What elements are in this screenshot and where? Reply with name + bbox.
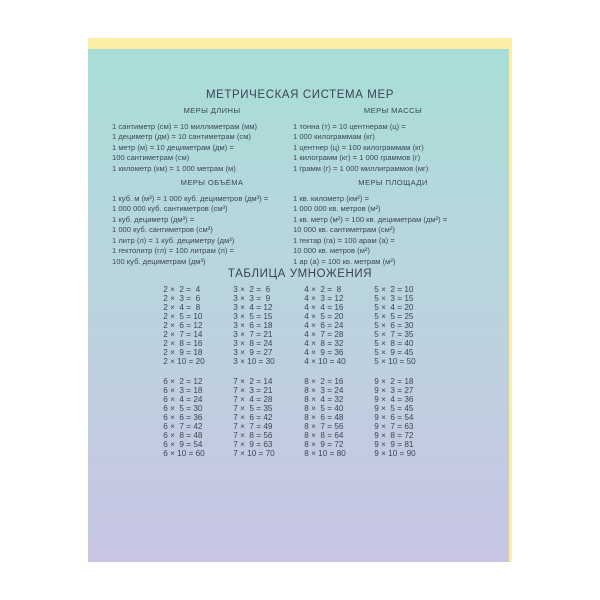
mass-measures-block (293, 106, 493, 174)
multiplication-row: 9 × 3 = 27 (372, 386, 414, 395)
multiplication-row: 6 × 4 = 24 (161, 395, 203, 404)
mass-line: 1 центнер (ц) = 100 килограммам (кг) (293, 142, 424, 152)
row-gap (372, 366, 444, 377)
multiplication-row: 6 × 3 = 18 (161, 386, 203, 395)
multiplication-table-title: ТАБЛИЦА УМНОЖЕНИЯ (227, 268, 373, 280)
multiplication-row: 5 × 8 = 40 (372, 339, 414, 348)
area-line: 10 000 кв. сантиметрам (см²) (293, 225, 395, 234)
mass-line: 1 грамм (г) = 1 000 миллиграммов (мг) (293, 163, 429, 173)
top-accent-strip (88, 38, 512, 49)
multiplication-row: 3 × 5 = 15 (231, 312, 273, 321)
row-gap (161, 366, 233, 377)
multiplication-row: 3 × 4 = 12 (231, 303, 273, 312)
multiplication-row: 7 × 6 = 42 (231, 413, 273, 422)
multiplication-row: 6 × 8 = 48 (161, 431, 203, 440)
multiplication-column-1 (161, 285, 233, 458)
multiplication-row: 8 × 8 = 64 (302, 431, 344, 440)
multiplication-row: 7 × 10 = 70 (231, 449, 275, 458)
notebook-cover (88, 38, 512, 562)
multiplication-row: 5 × 10 = 50 (372, 357, 416, 366)
multiplication-row: 8 × 6 = 48 (302, 413, 344, 422)
multiplication-row: 9 × 7 = 63 (372, 422, 414, 431)
length-line: 100 сантиметрам (см) (112, 153, 190, 162)
multiplication-row: 2 × 2 = 4 (161, 285, 201, 294)
multiplication-row: 9 × 4 = 36 (372, 395, 414, 404)
multiplication-row: 2 × 5 = 10 (161, 312, 203, 321)
multiplication-row: 7 × 9 = 63 (231, 440, 273, 449)
length-heading: МЕРЫ ДЛИНЫ (183, 106, 241, 115)
length-line: 1 километр (км) = 1 000 метрам (м) (112, 163, 236, 173)
row-gap (302, 366, 374, 377)
multiplication-row: 2 × 8 = 16 (161, 339, 203, 348)
multiplication-row: 6 × 2 = 12 (161, 377, 203, 386)
multiplication-row: 6 × 10 = 60 (161, 449, 205, 458)
multiplication-row: 7 × 5 = 35 (231, 404, 273, 413)
multiplication-row: 4 × 2 = 8 (302, 285, 342, 294)
multiplication-row: 4 × 10 = 40 (302, 357, 346, 366)
multiplication-row: 4 × 5 = 20 (302, 312, 344, 321)
multiplication-row: 2 × 9 = 18 (161, 348, 203, 357)
multiplication-row: 4 × 3 = 12 (302, 294, 344, 303)
volume-line: 1 куб. дециметр (дм³) = (112, 214, 195, 224)
multiplication-row: 5 × 2 = 10 (372, 285, 414, 294)
area-line: 1 гектар (га) = 100 арам (а) = (293, 235, 395, 245)
multiplication-row: 7 × 7 = 49 (231, 422, 273, 431)
length-line: 1 сантиметр (см) = 10 миллиметрам (мм) (112, 121, 258, 131)
volume-line: 100 куб. дециметрам (дм³) (112, 256, 206, 266)
multiplication-row: 2 × 10 = 20 (161, 357, 205, 366)
mass-line: 1 тонна (т) = 10 центнерам (ц) = (293, 121, 406, 131)
volume-line: 1 000 000 куб. сантиметров (см³) (112, 204, 228, 213)
multiplication-row: 5 × 7 = 35 (372, 330, 414, 339)
length-measures-block (112, 106, 312, 174)
multiplication-row: 7 × 8 = 56 (231, 431, 273, 440)
area-line: 1 ар (а) = 100 кв. метрам (м²) (293, 256, 396, 266)
multiplication-row: 7 × 2 = 14 (231, 377, 273, 386)
volume-line: 1 куб. м (м³) = 1 000 куб. дециметров (дм³) = (112, 193, 269, 203)
multiplication-column-4 (372, 285, 444, 458)
area-measures-block (293, 178, 493, 267)
metric-system-title: МЕТРИЧЕСКАЯ СИСТЕМА МЕР (205, 89, 395, 101)
multiplication-row: 8 × 9 = 72 (302, 440, 344, 449)
area-line: 1 000 000 кв. метров (м²) (293, 204, 381, 213)
multiplication-row: 4 × 9 = 36 (302, 348, 344, 357)
multiplication-row: 8 × 3 = 24 (302, 386, 344, 395)
multiplication-row: 3 × 7 = 21 (231, 330, 273, 339)
multiplication-row: 5 × 3 = 15 (372, 294, 414, 303)
length-line: 1 дециметр (дм) = 10 сантиметрам (см) (112, 132, 251, 141)
area-heading: МЕРЫ ПЛОЩАДИ (358, 178, 428, 187)
right-accent-strip (509, 38, 512, 562)
multiplication-row: 2 × 6 = 12 (161, 321, 203, 330)
multiplication-row: 8 × 5 = 40 (302, 404, 344, 413)
multiplication-row: 4 × 6 = 24 (302, 321, 344, 330)
multiplication-row: 7 × 4 = 28 (231, 395, 273, 404)
multiplication-row: 2 × 4 = 8 (161, 303, 201, 312)
row-gap (231, 366, 303, 377)
multiplication-row: 2 × 3 = 6 (161, 294, 201, 303)
multiplication-row: 8 × 10 = 80 (302, 449, 346, 458)
multiplication-row: 5 × 5 = 25 (372, 312, 414, 321)
multiplication-row: 9 × 9 = 81 (372, 440, 414, 449)
multiplication-row: 3 × 9 = 27 (231, 348, 273, 357)
area-line: 1 кв. километр (км²) = (293, 193, 369, 203)
volume-line: 1 гектолитр (гл) = 100 литрам (л) = (112, 246, 234, 255)
area-line: 10 000 кв. метров (м²) (293, 246, 370, 255)
multiplication-row: 6 × 6 = 36 (161, 413, 203, 422)
multiplication-row: 6 × 9 = 54 (161, 440, 203, 449)
volume-heading: МЕРЫ ОБЪЁМА (180, 178, 244, 187)
multiplication-row: 4 × 4 = 16 (302, 303, 344, 312)
multiplication-row: 4 × 7 = 28 (302, 330, 344, 339)
area-line: 1 кв. метр (м²) = 100 кв. дециметрам (дм²) = (293, 214, 448, 224)
multiplication-row: 8 × 2 = 16 (302, 377, 344, 386)
multiplication-row: 3 × 6 = 18 (231, 321, 273, 330)
multiplication-row: 3 × 8 = 24 (231, 339, 273, 348)
length-line: 1 метр (м) = 10 дециметрам (дм) = (112, 142, 234, 152)
mass-line: 1 000 килограммам (кг) (293, 132, 375, 141)
multiplication-row: 6 × 5 = 30 (161, 404, 203, 413)
volume-measures-block (112, 178, 312, 267)
multiplication-row: 3 × 10 = 30 (231, 357, 275, 366)
mass-heading: МЕРЫ МАССЫ (363, 106, 423, 115)
multiplication-row: 3 × 2 = 6 (231, 285, 271, 294)
multiplication-column-2 (231, 285, 303, 458)
volume-line: 1 литр (л) = 1 куб. дециметру (дм³) (112, 235, 235, 245)
multiplication-row: 5 × 9 = 45 (372, 348, 414, 357)
multiplication-row: 4 × 8 = 32 (302, 339, 344, 348)
multiplication-row: 6 × 7 = 42 (161, 422, 203, 431)
multiplication-row: 5 × 6 = 30 (372, 321, 414, 330)
multiplication-row: 9 × 8 = 72 (372, 431, 414, 440)
mass-line: 1 килограмм (кг) = 1 000 граммов (г) (293, 153, 421, 162)
multiplication-row: 8 × 7 = 56 (302, 422, 344, 431)
multiplication-row: 9 × 6 = 54 (372, 413, 414, 422)
multiplication-row: 9 × 2 = 18 (372, 377, 414, 386)
multiplication-row: 9 × 10 = 90 (372, 449, 416, 458)
multiplication-row: 2 × 7 = 14 (161, 330, 203, 339)
multiplication-column-3 (302, 285, 374, 458)
multiplication-row: 3 × 3 = 9 (231, 294, 271, 303)
multiplication-row: 5 × 4 = 20 (372, 303, 414, 312)
multiplication-row: 7 × 3 = 21 (231, 386, 273, 395)
multiplication-row: 9 × 5 = 45 (372, 404, 414, 413)
multiplication-row: 8 × 4 = 32 (302, 395, 344, 404)
volume-line: 1 000 куб. сантиметров (см³) (112, 225, 213, 234)
